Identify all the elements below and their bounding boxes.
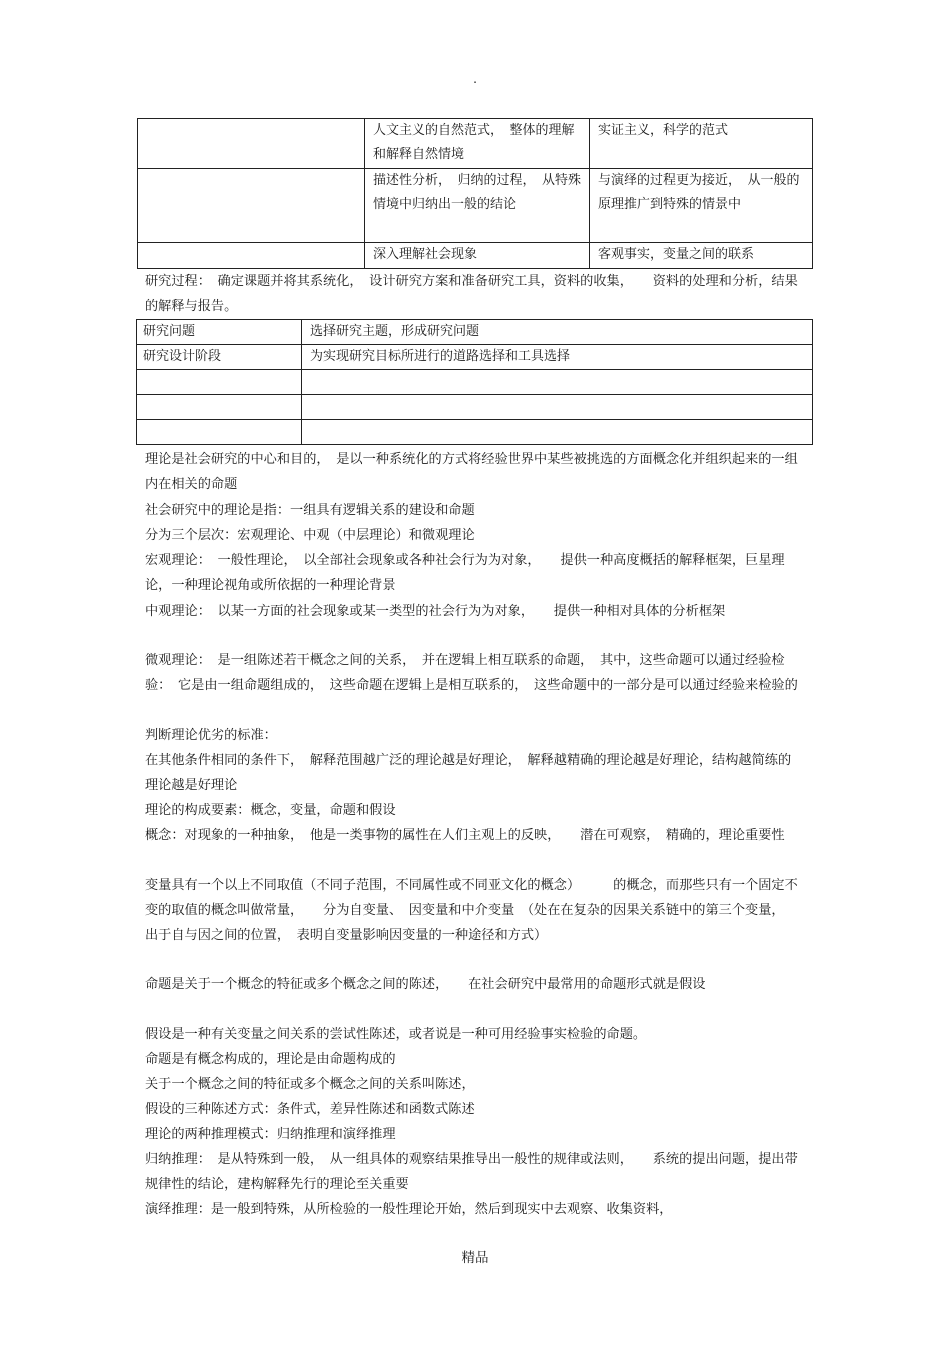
paragraph-theory-definition: 理论是社会研究的中心和目的， 是以一种系统化的方式将经验世界中某些被挑选的方面概念化并组织起来的一组内在相关的命题	[145, 452, 798, 492]
table-cell-value	[302, 395, 813, 420]
table-cell-key: 研究设计阶段	[137, 345, 302, 370]
table-cell	[138, 169, 365, 243]
table-cell: 深入理解社会现象	[365, 243, 590, 269]
paragraph-deduction: 演绎推理：是一般到特殊，从所检验的一般性理论开始，然后到现实中去观察、收集资料，	[145, 1202, 673, 1217]
research-design-table	[136, 319, 813, 445]
footer-label: 精品	[461, 1250, 489, 1266]
table-cell-value: 为实现研究目标所进行的道路选择和工具选择	[302, 345, 813, 370]
table-cell-value	[302, 420, 813, 445]
table-row	[138, 243, 813, 269]
paragraph-micro-theory: 微观理论： 是一组陈述若干概念之间的关系， 并在逻辑上相互联系的命题， 其中，这些命题可以通过经验检验： 它是由一组命题组成的， 这些命题在逻辑上是相互联系的， 这些命题中的一部分是可以通过经验来检验的	[145, 653, 798, 693]
paragraph-hypothesis: 假设是一种有关变量之间关系的尝试性陈述，或者说是一种可用经验事实检验的命题。	[145, 1027, 647, 1042]
paragraph-theory-meaning: 社会研究中的理论是指：一组具有逻辑关系的建设和命题	[145, 503, 475, 518]
paragraph-proposition: 命题是关于一个概念的特征或多个概念之间的陈述， 在社会研究中最常用的命题形式就是假设	[145, 977, 706, 992]
paragraph-criteria: 在其他条件相同的条件下， 解释范围越广泛的理论越是好理论， 解释越精确的理论越是好理论，结构越简练的理论越是好理论	[145, 753, 792, 793]
table-cell: 与演绎的过程更为接近， 从一般的原理推广到特殊的情景中	[590, 169, 813, 243]
paragraph-criteria-heading: 判断理论优劣的标准：	[145, 728, 277, 743]
table-cell-key	[137, 370, 302, 395]
paragraph-induction: 归纳推理： 是从特殊到一般， 从一组具体的观察结果推导出一般性的规律或法则， 系统的提出问题，提出带规律性的结论，建构解释先行的理论至关重要	[145, 1152, 798, 1192]
table-cell: 描述性分析， 归纳的过程， 从特殊情境中归纳出一般的结论	[365, 169, 590, 243]
paragraph-meso-theory: 中观理论： 以某一方面的社会现象或某一类型的社会行为为对象， 提供一种相对具体的分析框架	[145, 604, 726, 619]
table-cell-key: 研究问题	[137, 320, 302, 345]
table-cell-value	[302, 370, 813, 395]
table-cell-key	[137, 420, 302, 445]
paragraph-concept: 概念：对现象的一种抽象， 他是一类事物的属性在人们主观上的反映， 潜在可观察， 精确的，理论重要性	[145, 828, 785, 843]
paragraph-components: 理论的构成要素：概念，变量，命题和假设	[145, 803, 396, 818]
table-cell: 实证主义，科学的范式	[590, 119, 813, 169]
table-cell	[138, 243, 365, 269]
comparison-table	[137, 118, 813, 269]
table-row	[137, 370, 813, 395]
table-cell: 人文主义的自然范式， 整体的理解和解释自然情境	[365, 119, 590, 169]
table-row	[137, 420, 813, 445]
paragraph-variable: 变量具有一个以上不同取值（不同子范围，不同属性或不同亚文化的概念） 的概念，而那些只有一个固定不变的取值的概念叫做常量， 分为自变量、 因变量和中介变量 （处在在复杂的因果关系链中的第三个变量， 出于自与因之间的位置， 表明自变量影响因变量的一种途径和方式）	[145, 878, 798, 943]
table-row	[138, 119, 813, 169]
paragraph-reasoning-modes: 理论的两种推理模式：归纳推理和演绎推理	[145, 1127, 396, 1142]
table-cell-key	[137, 395, 302, 420]
table-row	[137, 395, 813, 420]
paragraph-proposition-structure: 命题是有概念构成的，理论是由命题构成的	[145, 1052, 396, 1067]
paragraph-macro-theory: 宏观理论： 一般性理论， 以全部社会现象或各种社会行为为对象， 提供一种高度概括的解释框架，巨星理论，一种理论视角或所依据的一种理论背景	[145, 553, 785, 593]
table-cell	[138, 119, 365, 169]
research-process-text: 研究过程： 确定课题并将其系统化， 设计研究方案和准备研究工具，资料的收集， 资料的处理和分析，结果的解释与报告。	[145, 274, 798, 314]
paragraph-statement: 关于一个概念之间的特征或多个概念之间的关系叫陈述，	[145, 1077, 475, 1092]
paragraph-hypothesis-forms: 假设的三种陈述方式：条件式，差异性陈述和函数式陈述	[145, 1102, 475, 1117]
table-row	[137, 345, 813, 370]
table-row	[138, 169, 813, 243]
paragraph-theory-levels: 分为三个层次：宏观理论、中观（中层理论）和微观理论	[145, 528, 475, 543]
table-cell-value: 选择研究主题，形成研究问题	[302, 320, 813, 345]
header-mark: .	[473, 72, 477, 86]
table-row	[137, 320, 813, 345]
table-cell: 客观事实，变量之间的联系	[590, 243, 813, 269]
